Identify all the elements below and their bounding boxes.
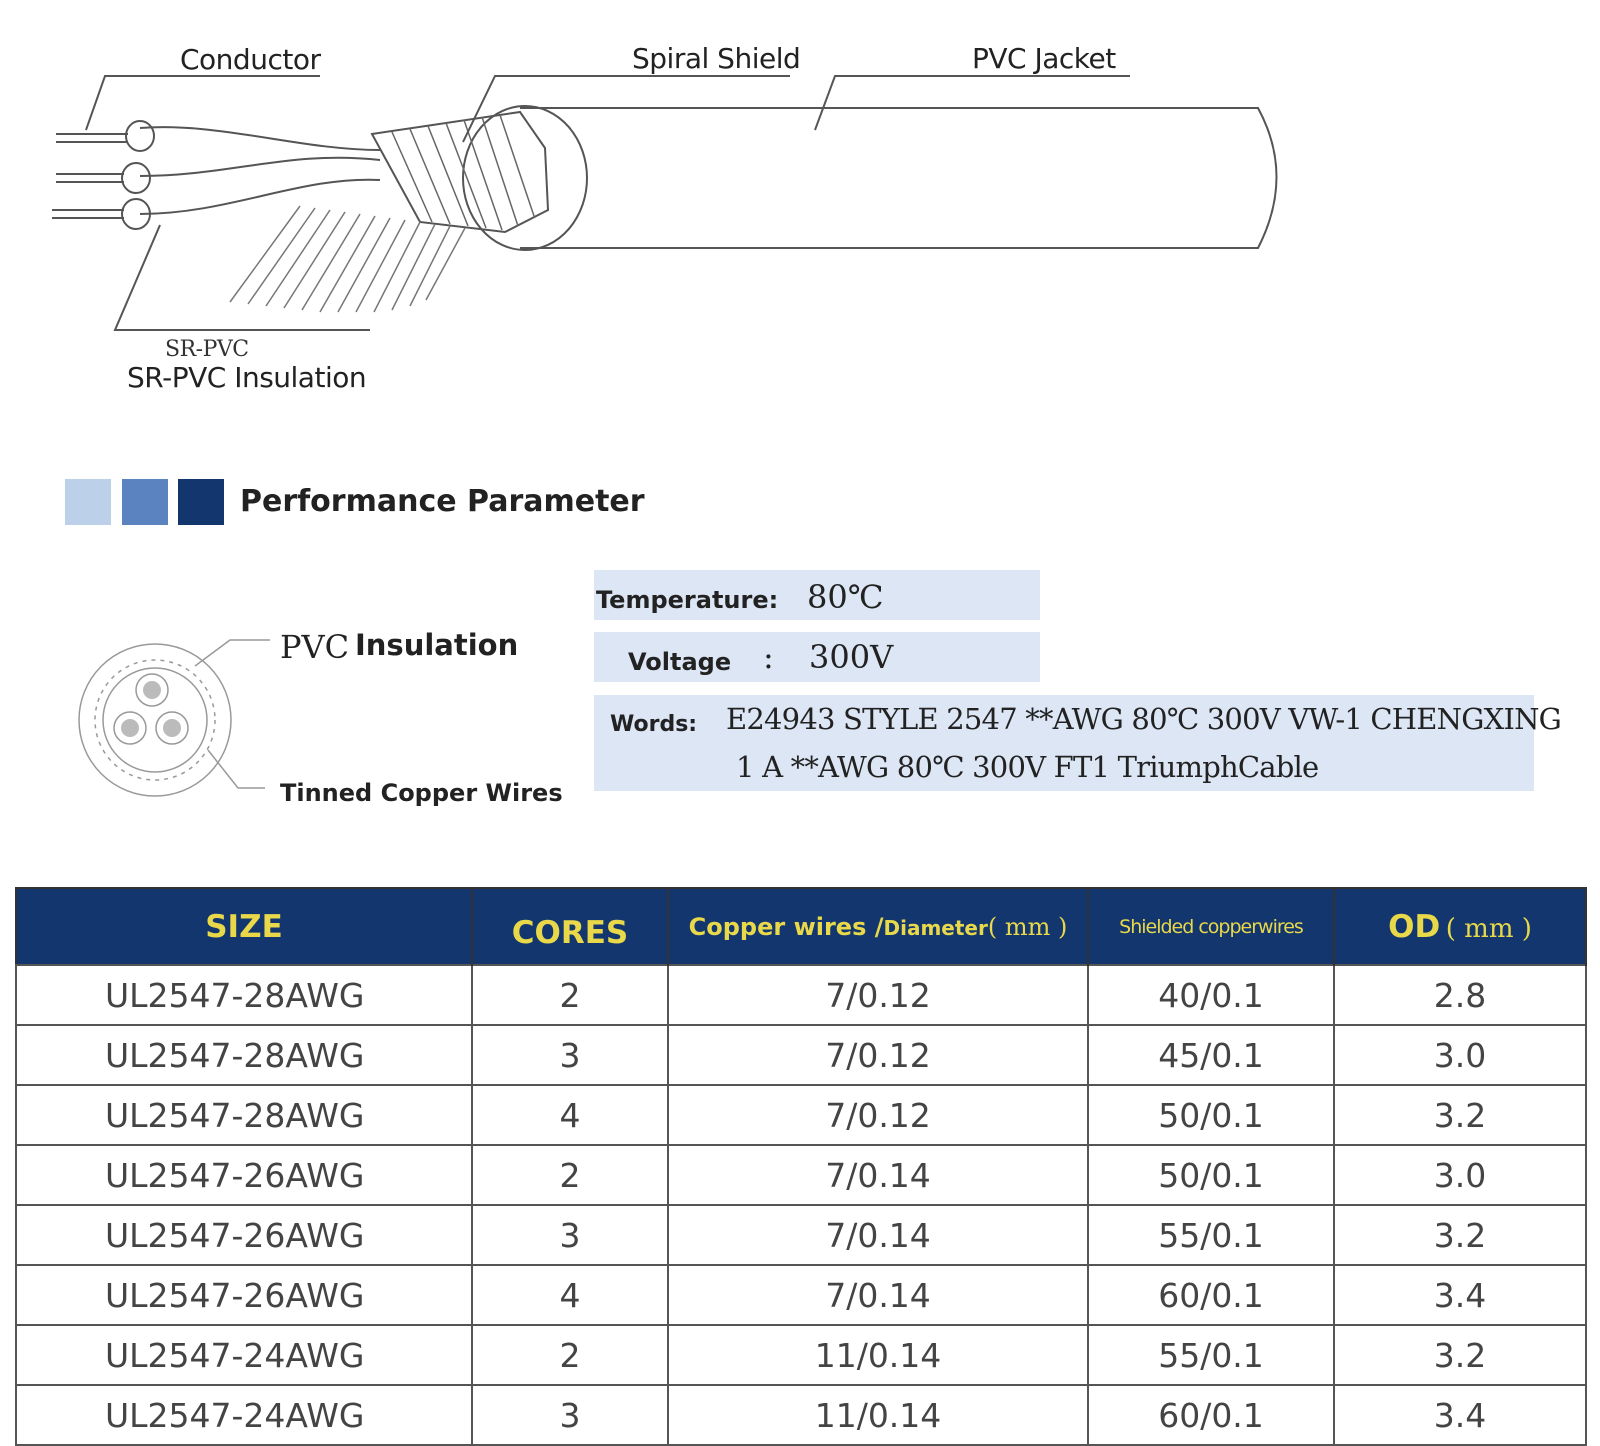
sr-pvc-leader	[115, 225, 370, 330]
cell-shielded: 45/0.1	[1088, 1025, 1334, 1085]
cell-od: 2.8	[1334, 965, 1586, 1025]
cell-od: 3.0	[1334, 1025, 1586, 1085]
cell-size: UL2547-28AWG	[16, 965, 472, 1025]
cell-copper: 11/0.14	[668, 1325, 1088, 1385]
fanned-shield-wires	[230, 206, 465, 312]
table-row	[16, 1085, 1586, 1145]
cell-shielded: 60/0.1	[1088, 1265, 1334, 1325]
pvc-jacket-shape	[520, 108, 1277, 248]
cell-copper: 7/0.14	[668, 1205, 1088, 1265]
tinned-copper-label: Tinned Copper Wires	[280, 779, 563, 807]
cell-cores: 4	[472, 1085, 668, 1145]
cell-cores: 3	[472, 1025, 668, 1085]
table-row	[16, 1025, 1586, 1085]
pvc-label: PVC	[280, 628, 350, 666]
core-3	[140, 180, 380, 214]
voltage-label: Voltage	[628, 648, 732, 676]
cell-copper: 7/0.12	[668, 965, 1088, 1025]
voltage-colon: :	[763, 638, 774, 676]
temperature-value: 80℃	[807, 578, 884, 616]
table-row	[16, 1205, 1586, 1265]
swatch-light	[65, 479, 111, 525]
core-2	[140, 158, 380, 176]
cell-od: 3.4	[1334, 1265, 1586, 1325]
cell-shielded: 60/0.1	[1088, 1385, 1334, 1445]
core-1	[140, 127, 380, 150]
performance-parameter-title: Performance Parameter	[240, 484, 645, 519]
cell-shielded: 50/0.1	[1088, 1085, 1334, 1145]
header-copper	[668, 888, 1088, 965]
cell-cores: 2	[472, 1325, 668, 1385]
cell-od: 3.0	[1334, 1145, 1586, 1205]
header-od-b: ( mm )	[1445, 913, 1532, 944]
conductor-label: Conductor	[180, 43, 321, 76]
table-row	[16, 1145, 1586, 1205]
header-size: SIZE	[16, 888, 472, 965]
cell-size: UL2547-28AWG	[16, 1025, 472, 1085]
cell-od: 3.2	[1334, 1205, 1586, 1265]
spec-table	[15, 887, 1587, 1446]
conductor-wires	[52, 134, 128, 218]
header-copper-b: Diameter	[883, 915, 988, 940]
pvc-jacket-leader	[815, 76, 1130, 130]
cell-cores: 4	[472, 1265, 668, 1325]
sr-pvc-insulation-label: SR-PVC Insulation	[127, 361, 367, 394]
cell-od: 3.2	[1334, 1085, 1586, 1145]
cell-od: 3.4	[1334, 1385, 1586, 1445]
cell-shielded: 50/0.1	[1088, 1145, 1334, 1205]
swatch-medium	[122, 479, 168, 525]
cell-size: UL2547-26AWG	[16, 1205, 472, 1265]
conductor-leader	[86, 76, 320, 130]
cell-size: UL2547-26AWG	[16, 1265, 472, 1325]
cell-copper: 7/0.14	[668, 1145, 1088, 1205]
temperature-label: Temperature:	[596, 586, 779, 614]
header-od-a: OD	[1388, 908, 1441, 945]
words-line-1: E24943 STYLE 2547 **AWG 80℃ 300V VW-1 CHENGXING	[726, 702, 1562, 736]
words-label: Words:	[610, 712, 698, 737]
cell-size: UL2547-26AWG	[16, 1145, 472, 1205]
swatch-dark	[178, 479, 224, 525]
voltage-value: 300V	[809, 638, 894, 676]
cell-shielded: 40/0.1	[1088, 965, 1334, 1025]
cell-shielded: 55/0.1	[1088, 1325, 1334, 1385]
cell-od: 3.2	[1334, 1325, 1586, 1385]
cell-cores: 2	[472, 1145, 668, 1205]
table-row	[16, 965, 1586, 1025]
header-od	[1334, 888, 1586, 965]
cell-cores: 3	[472, 1385, 668, 1445]
cell-shielded: 55/0.1	[1088, 1205, 1334, 1265]
cell-cores: 2	[472, 965, 668, 1025]
cell-copper: 11/0.14	[668, 1385, 1088, 1445]
cell-copper: 7/0.12	[668, 1025, 1088, 1085]
sr-pvc-small-label: SR-PVC	[165, 337, 249, 362]
header-cores: CORES	[472, 888, 668, 965]
table-row	[16, 1325, 1586, 1385]
spiral-shield-label: Spiral Shield	[632, 42, 801, 75]
cell-size: UL2547-24AWG	[16, 1325, 472, 1385]
spiral-shield-shape	[372, 112, 548, 232]
cell-size: UL2547-24AWG	[16, 1385, 472, 1445]
pvc-jacket-label: PVC Jacket	[972, 42, 1116, 75]
table-row	[16, 1385, 1586, 1445]
header-shielded: Shielded copperwires	[1088, 888, 1334, 965]
cell-size: UL2547-28AWG	[16, 1085, 472, 1145]
cell-copper: 7/0.14	[668, 1265, 1088, 1325]
words-line-2: 1 A **AWG 80℃ 300V FT1 TriumphCable	[736, 750, 1319, 784]
table-header-row	[16, 888, 1586, 965]
header-copper-c: ( mm )	[987, 912, 1068, 941]
cell-cores: 3	[472, 1205, 668, 1265]
header-copper-a: Copper wires /	[688, 912, 884, 941]
cell-copper: 7/0.12	[668, 1085, 1088, 1145]
table-row	[16, 1265, 1586, 1325]
insulation-label: Insulation	[355, 628, 519, 662]
